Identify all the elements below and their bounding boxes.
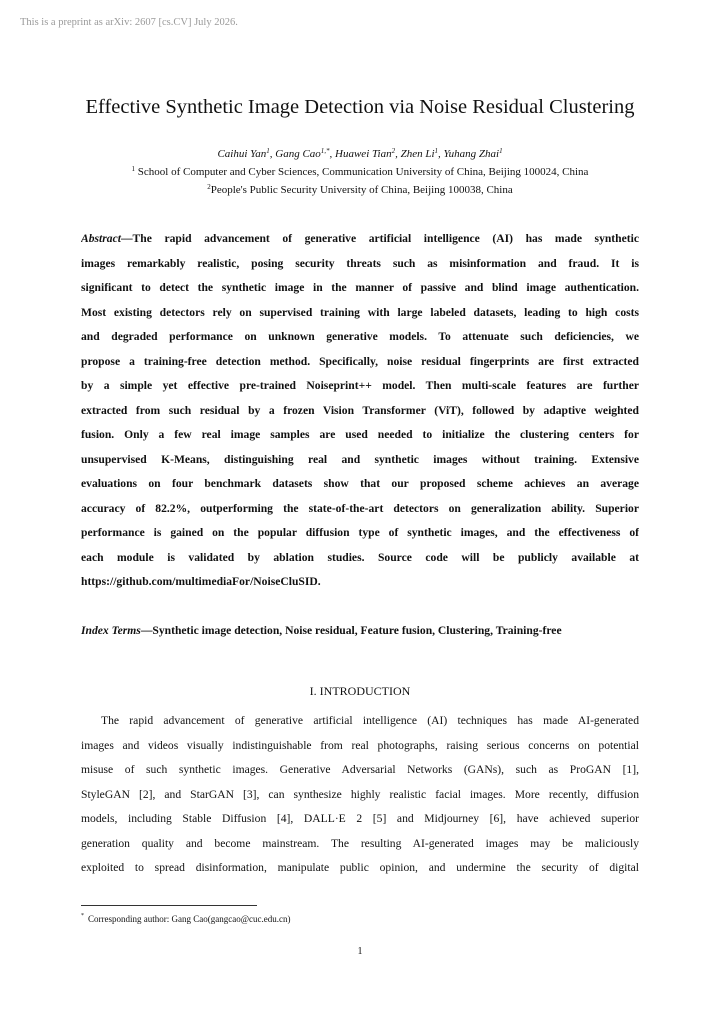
section-heading: I. INTRODUCTION	[309, 684, 411, 698]
intro-line: generation quality and become mainstream. The resulting AI-generated images may be maliciously	[81, 836, 639, 850]
abstract-line: images remarkably realistic, posing security threats such as misinformation and fraud. It is	[81, 256, 639, 270]
intro-line: StyleGAN [2], and StarGAN [3], can synthesize highly realistic facial images. More recently, diffusion	[81, 787, 639, 801]
abstract-line: Most existing detectors rely on supervised training with large labeled datasets, leading to high costs	[81, 305, 639, 319]
abstract-line: unsupervised K-Means, distinguishing real and synthetic images without training. Extensive	[81, 452, 639, 466]
affiliation-mark: 2	[207, 183, 211, 191]
affiliation-mark: 1	[131, 165, 136, 173]
index-terms	[81, 619, 639, 644]
abstract-line: each module is validated by ablation studies. Source code will be publicly available at	[81, 550, 639, 564]
affiliation-text: School of Computer and Cyber Sciences, Communication University of China, Beijing 100024, China	[137, 166, 589, 178]
abstract-line: significant to detect the synthetic image in the manner of passive and blind image authentication.	[81, 281, 639, 294]
affiliation-2	[0, 184, 720, 196]
page-number: 1	[357, 946, 363, 957]
intro-line: exploited to spread disinformation, manipulate public opinion, and undermine the security of digital	[81, 861, 639, 874]
author-mark: 1,*	[320, 147, 330, 155]
intro-line: images and videos visually indistinguishable from real photographs, raising serious concerns on potential	[81, 738, 639, 752]
intro-line: The rapid advancement of generative artificial intelligence (AI) techniques has made AI-generated	[101, 714, 639, 727]
index-terms-text: —Synthetic image detection, Noise residual, Feature fusion, Clustering, Training-free	[140, 624, 562, 637]
paper-title: Effective Synthetic Image Detection via Noise Residual Clustering	[85, 96, 635, 118]
abstract-line: https://github.com/multimediaFor/NoiseCluSID.	[81, 575, 321, 588]
abstract-line: performance is gained on the popular diffusion type of synthetic images, and the effectiveness of	[81, 526, 639, 539]
abstract-line: and degraded performance on unknown generative models. To attenuate such deficiencies, we	[81, 330, 639, 343]
abstract-line: fusion. Only a few real image samples are used needed to initialize the clustering centers for	[81, 428, 639, 441]
affiliation-1	[0, 166, 720, 178]
author: Yuhang Zhai	[443, 148, 500, 160]
author-mark: 2	[391, 147, 396, 155]
abstract-line: —The rapid advancement of generative artificial intelligence (AI) has made synthetic	[120, 232, 639, 245]
author-mark: 1	[266, 147, 270, 155]
author-mark: 1	[499, 147, 503, 155]
abstract-line: extracted from such residual by a frozen Vision Transformer (ViT), followed by adaptive weighted	[81, 403, 639, 417]
footnote	[81, 914, 290, 924]
preprint-note: This is a preprint as arXiv: 2607 [cs.CV] July 2026.	[20, 17, 238, 28]
index-terms-label: Index Terms	[81, 624, 141, 637]
abstract-line: evaluations on four benchmark datasets show that our proposed scheme achieves an average	[81, 477, 639, 490]
author: Caihui Yan	[217, 148, 267, 160]
footnote-divider	[81, 905, 257, 906]
footnote-mark: *	[81, 913, 84, 919]
author: Huawei Tian	[335, 148, 392, 160]
intro-line: misuse of such synthetic images. Generative Adversarial Networks (GANs), such as ProGAN [1],	[81, 763, 639, 776]
intro-line: models, including Stable Diffusion [4], DALL·E 2 [5] and Midjourney [6], have achieved superior	[81, 812, 639, 825]
abstract-line: accuracy of 82.2%, outperforming the state-of-the-art detectors on generalization ability. Superior	[81, 501, 639, 515]
footnote-text: Corresponding author: Gang Cao(gangcao@cuc.edu.cn)	[88, 914, 291, 924]
abstract-line: by a simple yet effective pre-trained Noiseprint++ model. Then multi-scale features are further	[81, 379, 639, 392]
affiliation-text: People's Public Security University of China, Beijing 100038, China	[210, 184, 513, 196]
abstract-label: Abstract	[81, 232, 121, 245]
abstract	[81, 227, 639, 595]
author-list: Caihui Yan$^1$, Gang Cao$^{1,*}$, Huawei Tian$^2$, Zhen Li$^1$, Yuhang Zhai$^1$	[217, 147, 503, 160]
intro-paragraph	[81, 709, 639, 881]
author: Gang Cao	[275, 148, 321, 160]
author-mark: 1	[434, 147, 439, 155]
author: Zhen Li	[400, 148, 435, 160]
abstract-line: propose a training-free detection method. Specifically, noise residual fingerprints are first extracted	[81, 354, 639, 368]
